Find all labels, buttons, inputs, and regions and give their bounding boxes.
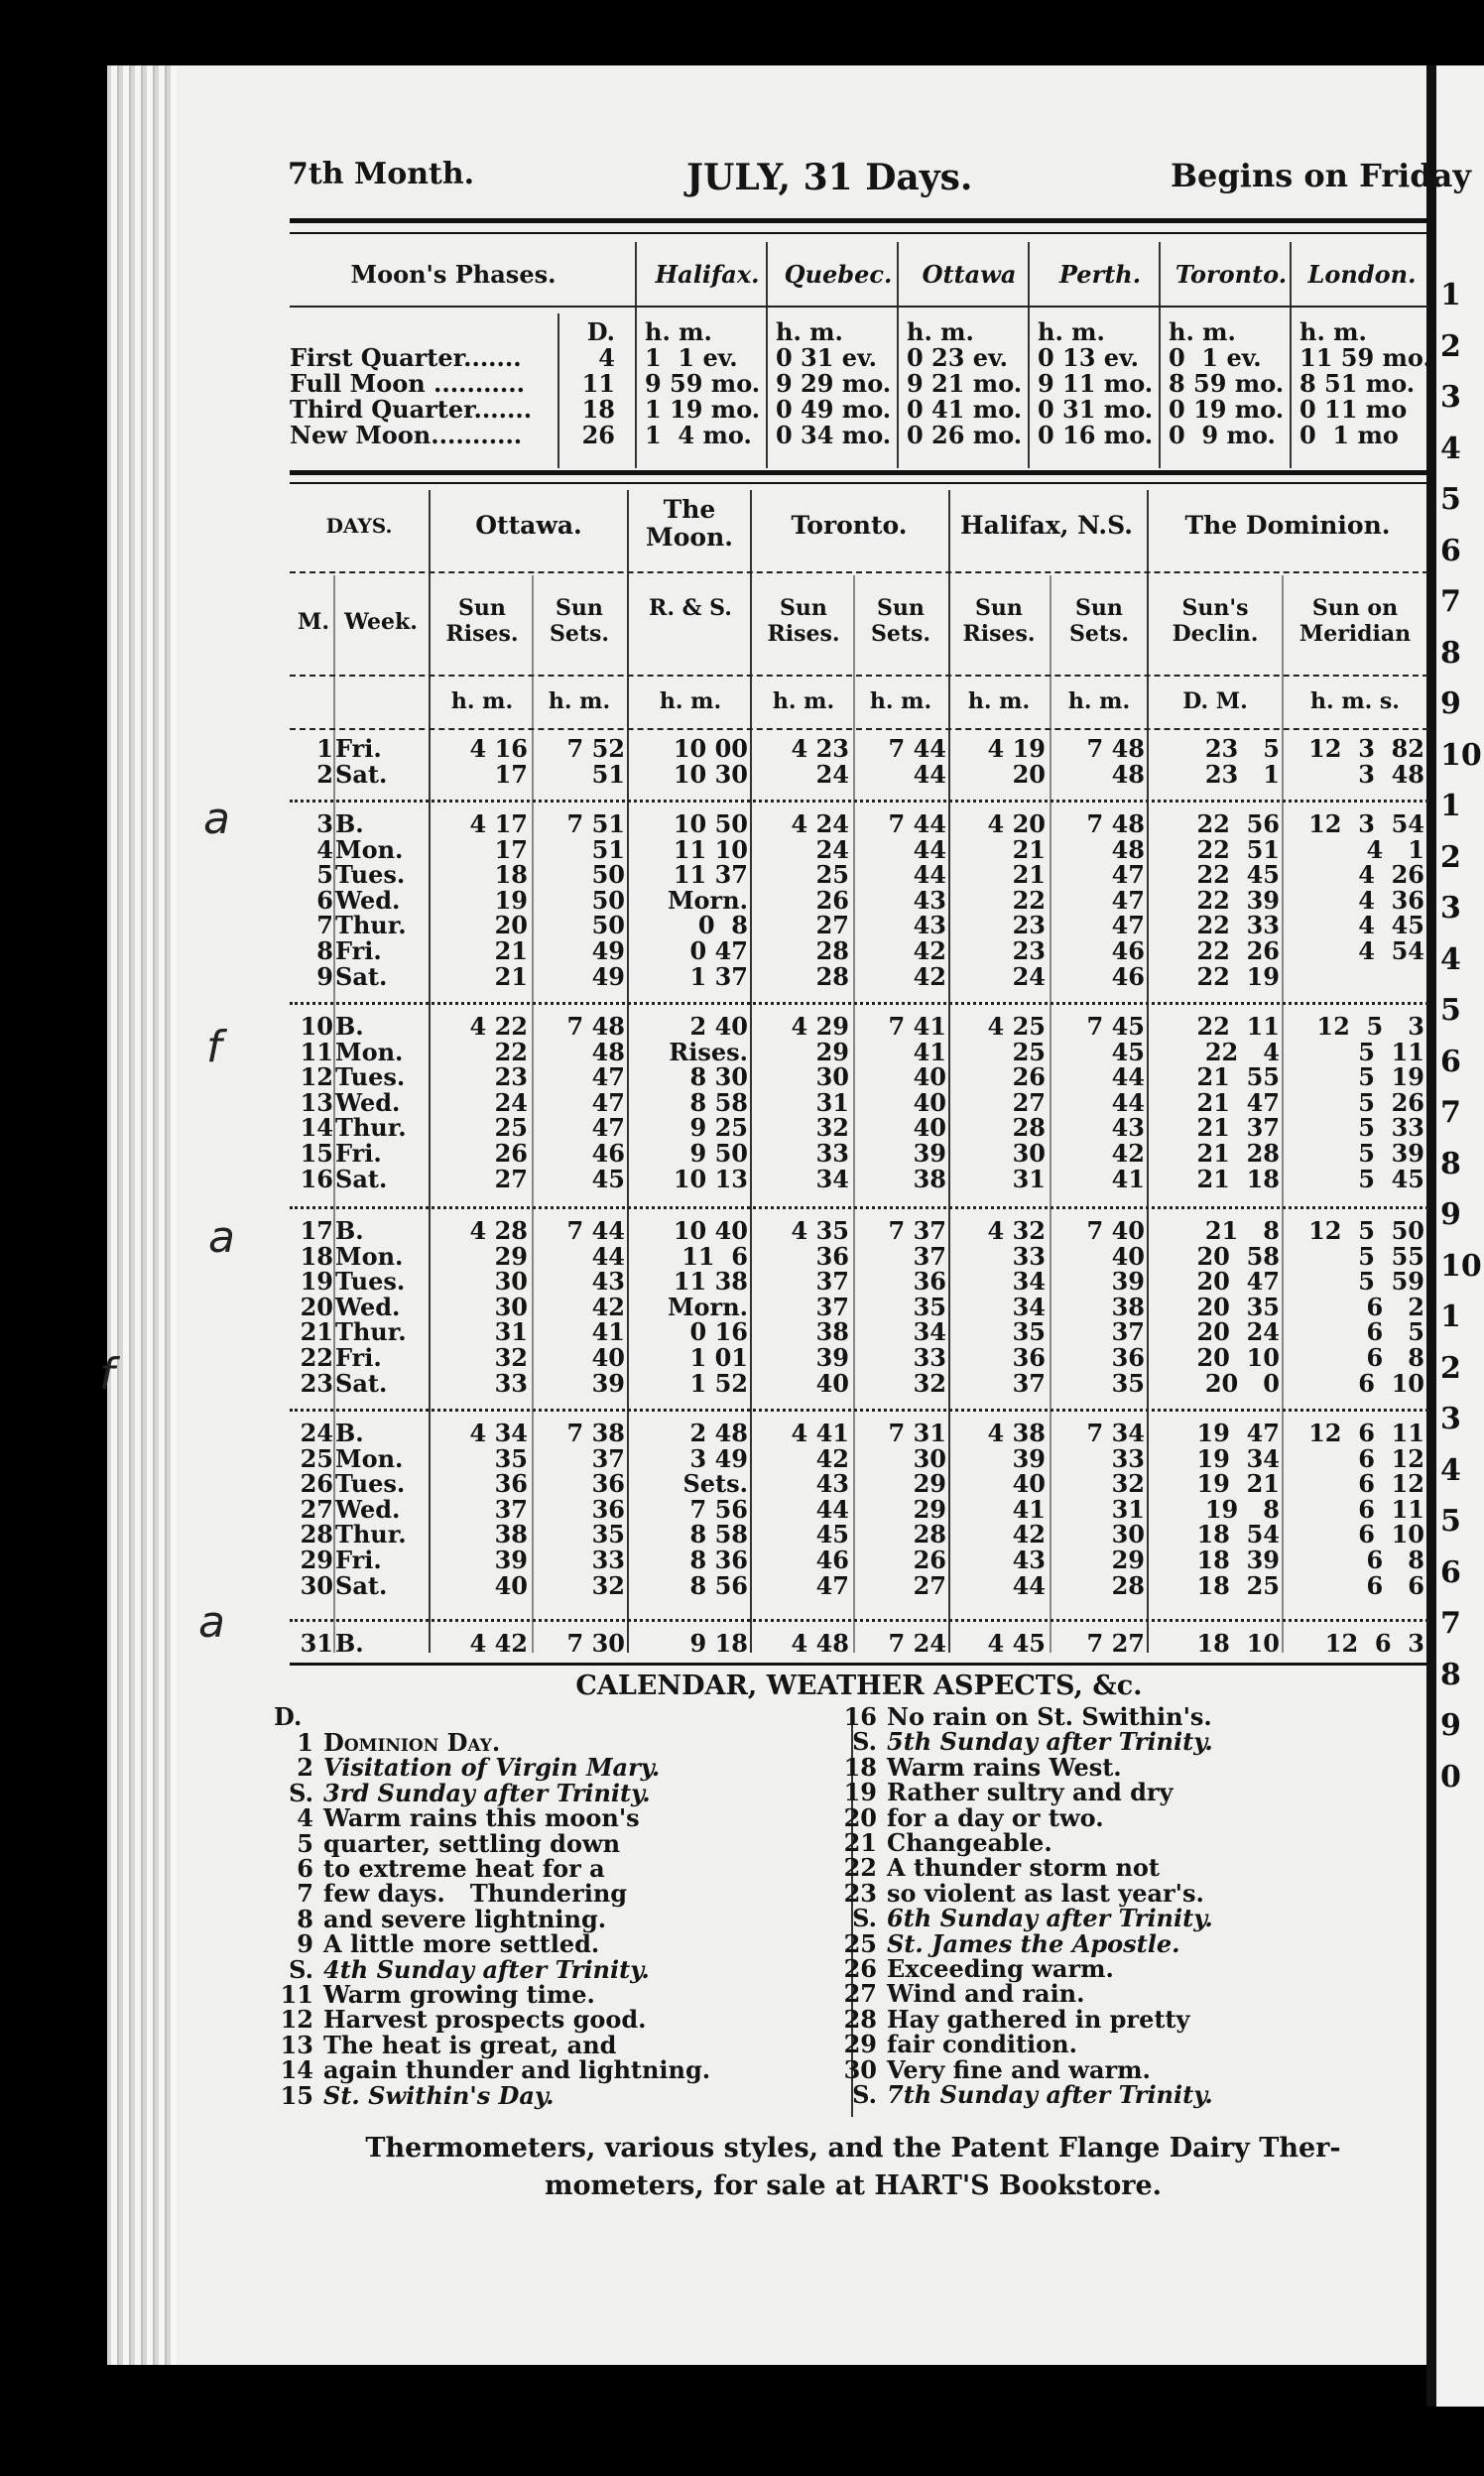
phase-city-5: London. bbox=[1307, 260, 1417, 289]
col-divider bbox=[1050, 575, 1051, 1653]
calendar-entry: to extreme heat for a bbox=[323, 1854, 605, 1883]
col-unit: h. m. bbox=[967, 688, 1031, 714]
week-m-column: 1 2 bbox=[316, 734, 333, 789]
week-w-column: B. Mon. Tues. Wed. Thur. Fri. Sat. bbox=[335, 1012, 407, 1193]
col-header: Sun Rises. bbox=[445, 595, 519, 647]
footer-line-1: Thermometers, various styles, and the Patent Flange Dairy Ther- bbox=[365, 2133, 1341, 2164]
calendar-day: 26 bbox=[843, 1954, 877, 1983]
week-hr-column: 4 25 25 26 27 28 30 31 bbox=[987, 1012, 1046, 1193]
adjacent-number: 2 bbox=[1440, 839, 1461, 875]
week-or-column: 4 16 17 bbox=[469, 734, 528, 789]
col-unit: D. M. bbox=[1182, 688, 1248, 714]
col-unit: h. m. bbox=[1067, 688, 1131, 714]
adjacent-number: 10 bbox=[1440, 1248, 1482, 1284]
calendar-day: 7 bbox=[297, 1879, 313, 1909]
calendar-day: 29 bbox=[843, 2030, 877, 2059]
week-w-column: B. Mon. Tues. Wed. Thur. Fri. Sat. bbox=[335, 809, 407, 991]
adjacent-number: 10 bbox=[1440, 737, 1482, 773]
phase-time: 11 59 mo. bbox=[1299, 343, 1431, 372]
calendar-day: S. bbox=[289, 1954, 313, 1984]
week-m-column: 24 25 26 27 28 29 30 bbox=[300, 1419, 333, 1600]
week-moon-column: 10 00 10 30 bbox=[673, 734, 748, 789]
week-tr-column: 4 24 24 25 26 27 28 28 bbox=[791, 809, 849, 991]
phase-time: 0 1 mo bbox=[1299, 421, 1399, 449]
week-hs-column: 7 34 33 32 31 30 29 28 bbox=[1086, 1419, 1145, 1600]
calendar-entry: 5th Sunday after Trinity. bbox=[887, 1727, 1213, 1757]
handwritten-mark: a bbox=[198, 1597, 225, 1648]
phase-col-divider bbox=[635, 242, 637, 468]
week-hr-column: 4 20 21 21 22 23 23 24 bbox=[987, 809, 1046, 991]
calendar-title: CALENDAR, WEATHER ASPECTS, &c. bbox=[575, 1671, 1143, 1701]
phase-time: 9 29 mo. bbox=[776, 369, 892, 398]
calendar-day: S. bbox=[852, 1727, 877, 1757]
phase-city-2: Ottawa bbox=[922, 260, 1017, 289]
week-dec-column: 22 11 22 4 21 55 21 47 21 37 21 28 21 18 bbox=[1196, 1012, 1280, 1193]
units-rule bbox=[290, 728, 1428, 730]
col-head-rule bbox=[290, 675, 1428, 677]
col-header: Week. bbox=[344, 609, 418, 635]
table-bottom-rule bbox=[290, 1663, 1428, 1666]
col-header: Sun Sets. bbox=[549, 595, 610, 647]
phase-city-3: Perth. bbox=[1058, 260, 1142, 289]
begins-label: Begins on Friday bbox=[1171, 157, 1471, 194]
adjacent-number: 7 bbox=[1440, 584, 1461, 619]
calendar-entry: 4th Sunday after Trinity. bbox=[323, 1954, 650, 1984]
week-moon-column: 2 48 3 49 Sets. 7 56 8 58 8 36 8 56 bbox=[682, 1419, 748, 1600]
calendar-entry: No rain on St. Swithin's. bbox=[887, 1702, 1212, 1731]
adjacent-number: 7 bbox=[1440, 1606, 1461, 1641]
group-divider bbox=[750, 490, 752, 1653]
col-unit: h. m. bbox=[450, 688, 514, 714]
week-dec-column: 21 8 20 58 20 47 20 35 20 24 20 10 20 0 bbox=[1196, 1216, 1280, 1398]
adjacent-number: 4 bbox=[1440, 941, 1461, 977]
phase-time: 9 11 mo. bbox=[1038, 369, 1154, 398]
week-ts-column: 7 41 41 40 40 40 39 38 bbox=[888, 1012, 946, 1193]
week-ts-column: 7 44 44 bbox=[888, 734, 946, 789]
week-os-column: 7 30 bbox=[566, 1629, 625, 1658]
phase-head-rule bbox=[290, 306, 1428, 308]
calendar-entry: Warm rains West. bbox=[887, 1752, 1122, 1782]
phase-hm: h. m. bbox=[1038, 317, 1105, 346]
phase-time: 8 51 mo. bbox=[1299, 369, 1416, 398]
phases-rule-thin bbox=[290, 482, 1428, 484]
week-or-column: 4 22 22 23 24 25 26 27 bbox=[469, 1012, 528, 1193]
calendar-day: 12 bbox=[280, 2005, 313, 2035]
calendar-day: 16 bbox=[843, 1702, 877, 1731]
phase-time: 1 19 mo. bbox=[645, 395, 761, 424]
calendar-entry: Dominion Day. bbox=[323, 1728, 501, 1757]
adjacent-number: 6 bbox=[1440, 1554, 1461, 1590]
calendar-day: 19 bbox=[843, 1778, 877, 1807]
week-moon-column: 9 18 bbox=[689, 1629, 748, 1658]
phase-time: 0 31 ev. bbox=[776, 343, 877, 372]
group-header: The Dominion. bbox=[1184, 511, 1391, 540]
adjacent-number: 6 bbox=[1440, 1044, 1461, 1079]
adjacent-number: 1 bbox=[1440, 278, 1461, 312]
week-or-column: 4 17 17 18 19 20 21 21 bbox=[469, 809, 528, 991]
col-header: Sun Rises. bbox=[767, 595, 840, 647]
week-tr-column: 4 35 36 37 37 38 39 40 bbox=[791, 1216, 849, 1398]
week-hr-column: 4 45 bbox=[987, 1629, 1046, 1658]
group-divider bbox=[627, 490, 629, 1653]
calendar-day: 6 bbox=[297, 1854, 313, 1883]
week-tr-column: 4 41 42 43 44 45 46 47 bbox=[791, 1419, 849, 1600]
adjacent-number: 8 bbox=[1440, 635, 1461, 671]
phase-time: 0 49 mo. bbox=[776, 395, 892, 424]
calendar-entry: Rather sultry and dry bbox=[887, 1778, 1174, 1807]
adjacent-number: 3 bbox=[1440, 891, 1461, 926]
calendar-day: 8 bbox=[297, 1904, 313, 1933]
phase-day: 11 bbox=[581, 369, 615, 398]
col-unit: h. m. bbox=[548, 688, 611, 714]
phase-time: 0 23 ev. bbox=[907, 343, 1008, 372]
group-header: Halifax, N.S. bbox=[960, 511, 1133, 540]
adjacent-number: 9 bbox=[1440, 1197, 1461, 1232]
adjacent-number: 3 bbox=[1440, 1402, 1461, 1436]
calendar-day: 9 bbox=[297, 1929, 313, 1959]
phase-hm: h. m. bbox=[776, 317, 843, 346]
calendar-entry: 6th Sunday after Trinity. bbox=[887, 1904, 1213, 1933]
phase-time: 9 59 mo. bbox=[645, 369, 761, 398]
calendar-day: 21 bbox=[843, 1828, 877, 1857]
adjacent-number: 5 bbox=[1440, 482, 1461, 517]
phase-hm: h. m. bbox=[907, 317, 974, 346]
phase-time: 0 34 mo. bbox=[776, 421, 892, 449]
week-mer-column: 12 3 54 4 1 4 26 4 36 4 45 4 54 bbox=[1308, 809, 1424, 965]
week-or-column: 4 34 35 36 37 38 39 40 bbox=[469, 1419, 528, 1600]
week-separator bbox=[290, 1409, 1428, 1412]
calendar-d-label: D. bbox=[274, 1702, 303, 1731]
calendar-entry: Changeable. bbox=[887, 1828, 1052, 1857]
week-tr-column: 4 29 29 30 31 32 33 34 bbox=[791, 1012, 849, 1193]
calendar-entry: Very fine and warm. bbox=[887, 2054, 1151, 2084]
group-divider bbox=[948, 490, 950, 1653]
group-header: Toronto. bbox=[791, 511, 908, 540]
week-ts-column: 7 44 44 44 43 43 42 42 bbox=[888, 809, 946, 991]
calendar-entry: fair condition. bbox=[887, 2030, 1077, 2059]
week-hr-column: 4 38 39 40 41 42 43 44 bbox=[987, 1419, 1046, 1600]
phase-col-divider bbox=[1159, 242, 1161, 468]
week-dec-column: 19 47 19 34 19 21 19 8 18 54 18 39 18 25 bbox=[1196, 1419, 1280, 1600]
week-hs-column: 7 48 48 47 47 47 46 46 bbox=[1086, 809, 1145, 991]
week-os-column: 7 48 48 47 47 47 46 45 bbox=[566, 1012, 625, 1193]
adjacent-number: 8 bbox=[1440, 1657, 1461, 1692]
phase-day: 26 bbox=[581, 421, 615, 449]
phase-col-divider bbox=[766, 242, 768, 468]
col-header: Sun Sets. bbox=[1068, 595, 1130, 647]
col-unit: h. m. bbox=[659, 688, 722, 714]
week-dec-column: 18 10 bbox=[1196, 1629, 1280, 1658]
col-header: M. bbox=[297, 609, 329, 635]
phase-col-divider bbox=[897, 242, 899, 468]
calendar-entry: for a day or two. bbox=[887, 1802, 1104, 1832]
week-hs-column: 7 48 48 bbox=[1086, 734, 1145, 789]
phase-city-0: Halifax. bbox=[655, 260, 760, 289]
phase-hm: h. m. bbox=[645, 317, 712, 346]
week-os-column: 7 38 37 36 36 35 33 32 bbox=[566, 1419, 625, 1600]
week-or-column: 4 42 bbox=[469, 1629, 528, 1658]
col-header: Sun on Meridian bbox=[1298, 595, 1412, 647]
adjacent-number: 5 bbox=[1440, 1504, 1461, 1539]
calendar-entry: Hay gathered in pretty bbox=[887, 2004, 1190, 2034]
col-header: R. & S. bbox=[649, 595, 732, 621]
phase-city-1: Quebec. bbox=[784, 260, 893, 289]
calendar-entry: A thunder storm not bbox=[887, 1853, 1161, 1883]
week-mer-column: 12 3 82 3 48 bbox=[1308, 734, 1424, 789]
week-mer-column: 12 6 3 bbox=[1324, 1629, 1424, 1658]
phase-hm: h. m. bbox=[1299, 317, 1367, 346]
calendar-day: 25 bbox=[843, 1928, 877, 1958]
calendar-entry: so violent as last year's. bbox=[887, 1878, 1204, 1908]
col-unit: h. m. bbox=[772, 688, 835, 714]
week-moon-column: 2 40 Rises. 8 30 8 58 9 25 9 50 10 13 bbox=[669, 1012, 748, 1193]
calendar-entry: again thunder and lightning. bbox=[323, 2055, 711, 2085]
week-hs-column: 7 40 40 39 38 37 36 35 bbox=[1086, 1216, 1145, 1398]
footer-line-2: mometers, for sale at HART'S Bookstore. bbox=[544, 2170, 1163, 2201]
calendar-day: 2 bbox=[297, 1753, 313, 1783]
week-m-column: 10 11 12 13 14 15 16 bbox=[300, 1012, 333, 1193]
adjacent-number: 2 bbox=[1440, 1350, 1461, 1386]
phase-name: First Quarter....... bbox=[290, 343, 522, 372]
phase-day: 4 bbox=[598, 343, 615, 372]
adjacent-number: 1 bbox=[1440, 789, 1461, 823]
adjacent-number: 0 bbox=[1440, 1759, 1461, 1795]
phase-time: 0 11 mo bbox=[1299, 395, 1408, 424]
calendar-entry: Warm rains this moon's bbox=[323, 1803, 640, 1833]
phase-time: 0 26 mo. bbox=[907, 421, 1023, 449]
phase-time: 0 16 mo. bbox=[1038, 421, 1154, 449]
calendar-day: 28 bbox=[843, 2004, 877, 2034]
phase-time: 0 1 ev. bbox=[1169, 343, 1262, 372]
calendar-entry: few days. Thundering bbox=[323, 1879, 628, 1909]
group-header: Ottawa. bbox=[475, 511, 582, 540]
calendar-day: 4 bbox=[297, 1803, 313, 1833]
week-ts-column: 7 24 bbox=[888, 1629, 946, 1658]
adjacent-number: 7 bbox=[1440, 1095, 1461, 1130]
adjacent-number: 8 bbox=[1440, 1146, 1461, 1181]
week-m-column: 17 18 19 20 21 22 23 bbox=[300, 1216, 333, 1398]
adjacent-number: 5 bbox=[1440, 993, 1461, 1028]
adjacent-number: 9 bbox=[1440, 686, 1461, 721]
week-w-column: B. Mon. Tues. Wed. Thur. Fri. Sat. bbox=[335, 1216, 407, 1398]
week-separator bbox=[290, 1206, 1428, 1209]
week-w-column: B. bbox=[335, 1629, 364, 1658]
calendar-day: S. bbox=[852, 2080, 877, 2109]
calendar-entry: and severe lightning. bbox=[323, 1904, 607, 1933]
adjacent-number: 3 bbox=[1440, 380, 1461, 415]
calendar-day: 23 bbox=[843, 1878, 877, 1908]
col-header: Sun Rises. bbox=[962, 595, 1036, 647]
calendar-day: 20 bbox=[843, 1802, 877, 1832]
group-divider bbox=[429, 490, 431, 1653]
calendar-entry: Harvest prospects good. bbox=[323, 2005, 647, 2035]
calendar-day: 13 bbox=[280, 2030, 313, 2059]
calendar-day: 14 bbox=[280, 2055, 313, 2085]
phase-day: 18 bbox=[581, 395, 615, 424]
phase-city-4: Toronto. bbox=[1175, 260, 1288, 289]
calendar-entry: St. Swithin's Day. bbox=[323, 2080, 555, 2110]
phase-name: New Moon........... bbox=[290, 421, 523, 449]
calendar-day: 11 bbox=[280, 1980, 313, 2009]
phase-name: Third Quarter....... bbox=[290, 395, 533, 424]
adjacent-number: 2 bbox=[1440, 328, 1461, 364]
phase-time: 1 1 ev. bbox=[645, 343, 738, 372]
calendar-entry: 7th Sunday after Trinity. bbox=[887, 2080, 1213, 2109]
week-m-column: 31 bbox=[300, 1629, 333, 1658]
adjacent-number: 4 bbox=[1440, 431, 1461, 466]
calendar-entry: Visitation of Virgin Mary. bbox=[323, 1753, 661, 1783]
phase-time: 9 21 mo. bbox=[907, 369, 1023, 398]
phase-time: 0 13 ev. bbox=[1038, 343, 1139, 372]
week-os-column: 7 52 51 bbox=[566, 734, 625, 789]
calendar-day: 22 bbox=[843, 1853, 877, 1883]
week-separator bbox=[290, 1619, 1428, 1622]
week-dec-column: 23 5 23 1 bbox=[1204, 734, 1280, 789]
handwritten-mark: f bbox=[206, 1022, 222, 1072]
week-moon-column: 10 50 11 10 11 37 Morn. 0 8 0 47 1 37 bbox=[667, 809, 748, 991]
calendar-day: 27 bbox=[843, 1979, 877, 2009]
adjacent-number: 9 bbox=[1440, 1708, 1461, 1743]
calendar-entry: Exceeding warm. bbox=[887, 1954, 1114, 1983]
calendar-day: S. bbox=[289, 1778, 313, 1807]
phase-time: 0 9 mo. bbox=[1169, 421, 1276, 449]
week-hs-column: 7 45 45 44 44 43 42 41 bbox=[1086, 1012, 1145, 1193]
header-rule-thin bbox=[290, 232, 1428, 234]
phase-col-divider bbox=[1290, 242, 1292, 468]
week-dec-column: 22 56 22 51 22 45 22 39 22 33 22 26 22 19 bbox=[1196, 809, 1280, 991]
month-label: 7th Month. bbox=[288, 157, 475, 191]
phase-col-divider bbox=[557, 313, 559, 468]
page-edge bbox=[107, 65, 177, 2365]
phase-hm: h. m. bbox=[1169, 317, 1236, 346]
header-rule bbox=[290, 218, 1428, 223]
week-hr-column: 4 32 33 34 34 35 36 37 bbox=[987, 1216, 1046, 1398]
group-divider bbox=[1147, 490, 1149, 1653]
phase-time: 8 59 mo. bbox=[1169, 369, 1285, 398]
handwritten-mark: a bbox=[208, 1212, 235, 1263]
calendar-day: 15 bbox=[280, 2080, 313, 2110]
phase-col-divider bbox=[1028, 242, 1030, 468]
week-hr-column: 4 19 20 bbox=[987, 734, 1046, 789]
page-gutter bbox=[1426, 65, 1436, 2407]
phase-time: 0 31 mo. bbox=[1038, 395, 1154, 424]
phases-title: Moon's Phases. bbox=[350, 260, 556, 289]
handwritten-mark: f bbox=[99, 1349, 115, 1400]
week-os-column: 7 44 44 43 42 41 40 39 bbox=[566, 1216, 625, 1398]
calendar-entry: quarter, settling down bbox=[323, 1828, 621, 1858]
page-title: JULY, 31 Days. bbox=[686, 157, 973, 198]
phase-d-label: D. bbox=[586, 317, 615, 346]
col-divider bbox=[1282, 575, 1284, 1653]
col-header: Sun's Declin. bbox=[1172, 595, 1259, 647]
calendar-day: 1 bbox=[297, 1728, 313, 1757]
week-mer-column: 12 6 11 6 12 6 12 6 11 6 10 6 8 6 6 bbox=[1308, 1419, 1424, 1600]
calendar-entry: The heat is great, and bbox=[323, 2030, 617, 2059]
week-tr-column: 4 23 24 bbox=[791, 734, 849, 789]
week-m-column: 3 4 5 6 7 8 9 bbox=[316, 809, 333, 991]
week-or-column: 4 28 29 30 30 31 32 33 bbox=[469, 1216, 528, 1398]
calendar-day: 18 bbox=[843, 1752, 877, 1782]
calendar-entry: A little more settled. bbox=[323, 1929, 600, 1959]
phase-time: 0 19 mo. bbox=[1169, 395, 1285, 424]
week-ts-column: 7 37 37 36 35 34 33 32 bbox=[888, 1216, 946, 1398]
week-separator bbox=[290, 1002, 1428, 1005]
handwritten-mark: a bbox=[203, 794, 230, 844]
col-unit: h. m. s. bbox=[1310, 688, 1400, 714]
calendar-day: 30 bbox=[843, 2054, 877, 2084]
week-hs-column: 7 27 bbox=[1086, 1629, 1145, 1658]
phase-name: Full Moon ........... bbox=[290, 369, 525, 398]
week-mer-column: 12 5 50 5 55 5 59 6 2 6 5 6 8 6 10 bbox=[1308, 1216, 1424, 1398]
week-ts-column: 7 31 30 29 29 28 26 27 bbox=[888, 1419, 946, 1600]
calendar-entry: Warm growing time. bbox=[323, 1980, 595, 2009]
week-tr-column: 4 48 bbox=[791, 1629, 849, 1658]
calendar-entry: 3rd Sunday after Trinity. bbox=[323, 1778, 651, 1807]
col-unit: h. m. bbox=[869, 688, 932, 714]
calendar-day: S. bbox=[852, 1904, 877, 1933]
group-header: DAYS. bbox=[325, 514, 393, 538]
adjacent-number: 1 bbox=[1440, 1300, 1461, 1334]
week-mer-column: 12 5 3 5 11 5 19 5 26 5 33 5 39 5 45 bbox=[1316, 1012, 1424, 1193]
adjacent-number: 4 bbox=[1440, 1452, 1461, 1488]
group-head-rule bbox=[290, 571, 1428, 573]
adjacent-number: 6 bbox=[1440, 533, 1461, 568]
phase-time: 0 41 mo. bbox=[907, 395, 1023, 424]
week-os-column: 7 51 51 50 50 50 49 49 bbox=[566, 809, 625, 991]
col-header: Sun Sets. bbox=[870, 595, 931, 647]
group-header: The Moon. bbox=[646, 495, 733, 552]
calendar-entry: St. James the Apostle. bbox=[887, 1928, 1180, 1958]
phase-time: 1 4 mo. bbox=[645, 421, 752, 449]
phases-rule bbox=[290, 470, 1428, 475]
week-separator bbox=[290, 800, 1428, 803]
calendar-day: 5 bbox=[297, 1828, 313, 1858]
week-moon-column: 10 40 11 6 11 38 Morn. 0 16 1 01 1 52 bbox=[667, 1216, 748, 1398]
week-w-column: Fri. Sat. bbox=[335, 734, 388, 789]
calendar-entry: Wind and rain. bbox=[887, 1979, 1085, 2009]
week-w-column: B. Mon. Tues. Wed. Thur. Fri. Sat. bbox=[335, 1419, 407, 1600]
